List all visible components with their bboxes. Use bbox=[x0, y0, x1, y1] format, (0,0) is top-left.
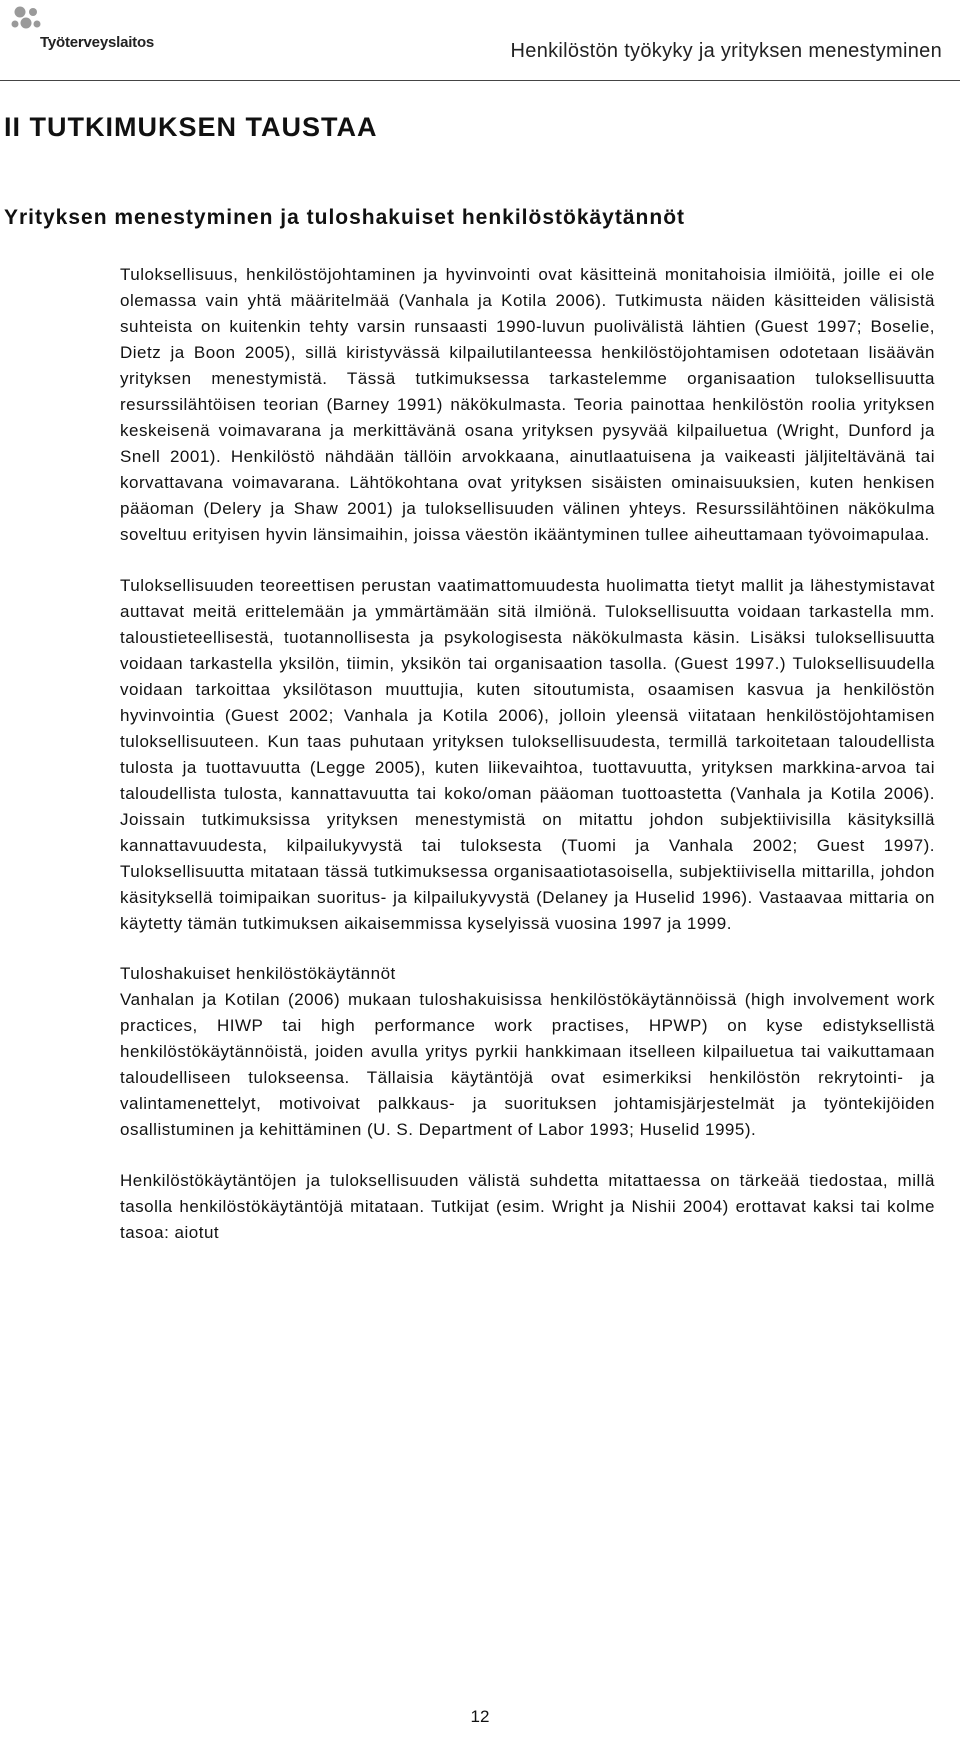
paragraph-1: Tuloksellisuus, henkilöstöjohtaminen ja hyvinvointi ovat käsitteinä monitahoisia ilmiöitä, joille ei ole olemassa vain yhtä määritelmää (Vanhala ja Kotila 2006). Tutkimusta näiden käsitteiden välisistä suhteista on kuitenkin tehty varsin runsaasti 1990-luvun puolivälistä lähtien (Guest 1997; Boselie, Dietz ja Boon 2005), sillä kiristyvässä kilpailutilanteessa henkilöstöjohtamisen odotetaan lisäävän yrityksen menestymistä. Tässä tutkimuksessa tarkastelemme organisaation tuloksellisuutta resurssilähtöisen teorian (Barney 1991) näkökulmasta. Teoria painottaa henkilöstön roolia yrityksen keskeisenä voimavarana ja merkittävänä osana yrityksen pysyvää kilpailuetua (Wright, Dunford ja Snell 2001). Henkilöstö nähdään tällöin arvokkaana, ainutlaatuisena ja vaikeasti jäljiteltävänä tai korvattavana voimavarana. Lähtökohtana ovat yrityksen sisäisten ominaisuuksien, kuten henkisen pääoman (Delery ja Shaw 2001) ja tuloksellisuuden välinen yhteys. Resurssilähtöinen näkökulma soveltuu erityisen hyvin länsimaihin, joissa väestön ikääntyminen tullee aiheuttamaan työvoimapulaa. bbox=[120, 265, 935, 544]
section-title: Yrityksen menestyminen ja tuloshakuiset henkilöstökäytännöt bbox=[4, 206, 686, 229]
paragraph-4: Henkilöstökäytäntöjen ja tuloksellisuuden välistä suhdetta mitattaessa on tärkeää tiedostaa, millä tasolla henkilöstökäytäntöjä mitataan. Tutkijat (esim. Wright ja Nishii 2004) erottavat kaksi tai kolme tasoa: aiotut bbox=[120, 1171, 935, 1242]
header-rule bbox=[0, 80, 960, 81]
running-title: Henkilöstön työkyky ja yrityksen menestyminen bbox=[510, 40, 942, 62]
chapter-title: II TUTKIMUKSEN TAUSTAA bbox=[4, 112, 378, 142]
logo-text: Työterveyslaitos bbox=[40, 34, 155, 51]
paragraph-2: Tuloksellisuuden teoreettisen perustan vaatimattomuudesta huolimatta tietyt mallit ja lähestymistavat auttavat meitä erittelemään ja ymmärtämään sitä ilmiönä. Tuloksellisuutta voidaan tarkastella mm. taloustieteellisestä, tuotannollisesta ja psykologisesta näkökulmasta käsin. Lisäksi tuloksellisuutta voidaan tarkastella yksilön, tiimin, yksikön tai organisaation tasolla. (Guest 1997.) Tuloksellisuudella voidaan tarkoittaa yksilötason muuttujia, kuten sitoutumista, osaamisen kasvua ja henkilöstön hyvinvointia (Guest 2002; Vanhala ja Kotila 2006), jolloin yleensä viitataan henkilöstöjohtamisen tuloksellisuuteen. Kun taas puhutaan yrityksen tuloksellisuudesta, termillä tarkoitetaan taloudellista tulosta ja tuottavuutta (Legge 2005), kuten liikevaihtoa, tuottavuutta, yrityksen markkina-arvoa tai taloudellista tulosta, kannattavuutta tai koko/oman pääoman tuottoastetta (Vanhala ja Kotila 2006). Joissain tutkimuksissa yrityksen menestymistä on mitattu johdon subjektiivisilla käsityksillä kannattavuudesta, kilpailukyvystä tai tuloksesta (Tuomi ja Vanhala 2002; Guest 1997). Tuloksellisuutta mitataan tässä tutkimuksessa organisaatiotasoisella, subjektiivisella mittarilla, johdon käsityksellä toimipaikan suoritus- ja kilpailukyvystä (Delaney ja Huselid 1996). Vastaavaa mittaria on käytetty tämän tutkimuksen aikaisemmissa kyselyissä vuosina 1997 ja 1999. bbox=[120, 576, 935, 933]
page-number: 12 bbox=[470, 1707, 490, 1726]
page-header bbox=[0, 0, 960, 80]
subsection-heading: Tuloshakuiset henkilöstökäytännöt bbox=[120, 964, 396, 983]
logo bbox=[10, 4, 180, 64]
body-text bbox=[120, 262, 935, 1246]
paragraph-3: Vanhalan ja Kotilan (2006) mukaan tuloshakuisissa henkilöstökäytännöissä (high involvement work practices, HIWP tai high performance work practises, HPWP) on kyse edistyksellistä henkilöstökäytännöistä, joiden avulla yritys pyrkii hankkimaan itselleen kilpailuetua tai vaikuttamaan taloudelliseen tulokseensa. Tällaisia käytäntöjä ovat esimerkiksi henkilöstön rekrytointi- ja valintamenettelyt, motivoivat palkkaus- ja suorituksen johtamisjärjestelmät ja työntekijöiden osallistuminen ja kehittäminen (U. S. Department of Labor 1993; Huselid 1995). bbox=[120, 990, 935, 1139]
